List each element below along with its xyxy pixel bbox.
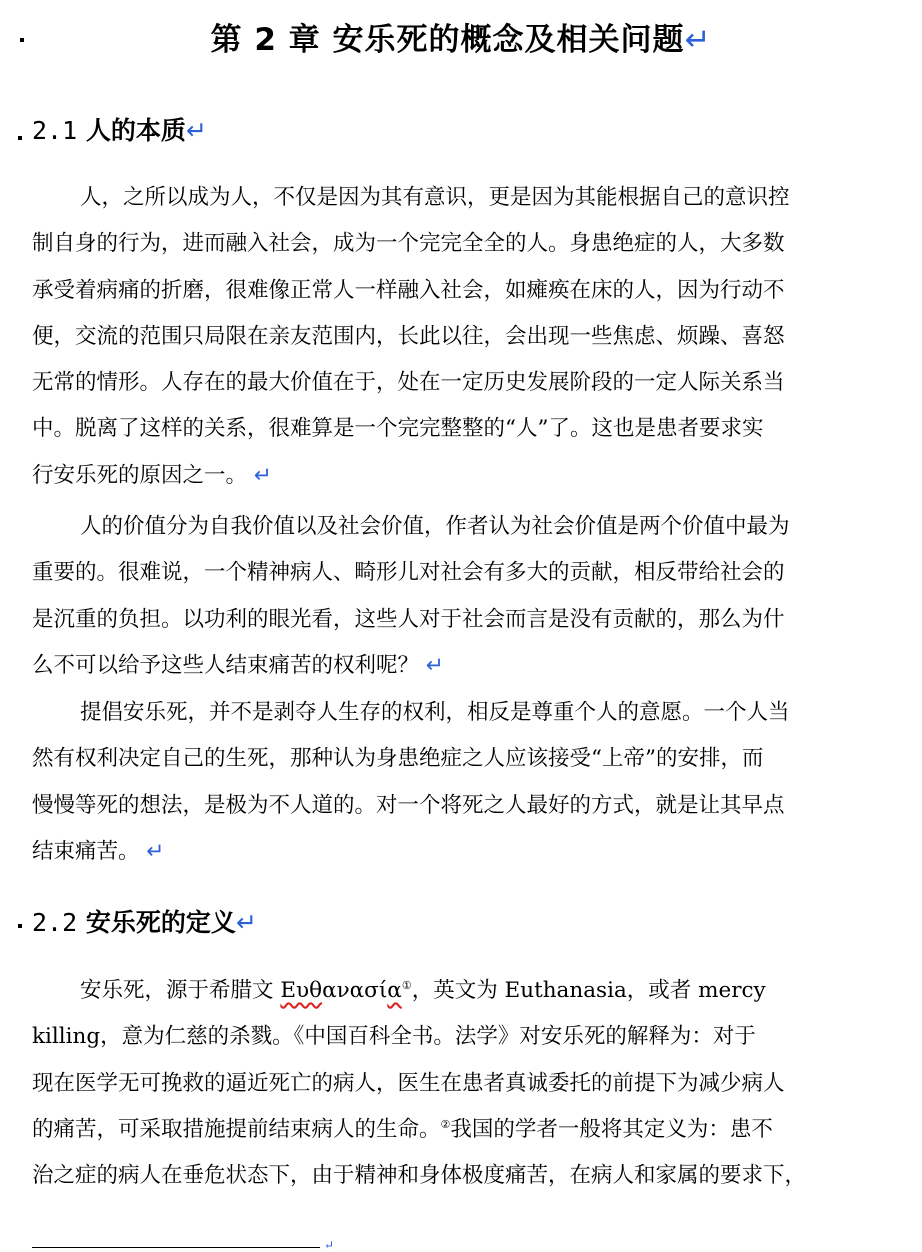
footnote-reference[interactable]: ① xyxy=(401,978,412,992)
greek-word-misspelled: Ευθ xyxy=(280,978,323,1003)
text-line xyxy=(32,453,868,499)
paragraph-return-icon: ↵ xyxy=(146,838,165,864)
chapter-title xyxy=(0,18,922,62)
footnote-separator xyxy=(32,1247,320,1248)
text-line: 人的价值分为自我价值以及社会价值，作者认为社会价值是两个价值中最为 xyxy=(80,514,790,539)
paragraph-return-icon: ↵ xyxy=(185,116,207,145)
text-line: 重要的。很难说，一个精神病人、畸形儿对社会有多大的贡献，相反带给社会的 xyxy=(32,560,785,586)
paragraph-return-icon: ↵ xyxy=(684,22,712,58)
body-paragraph-4 xyxy=(32,968,868,1199)
body-paragraph-2 xyxy=(32,504,868,689)
section-heading-2-1 xyxy=(32,114,207,148)
text-line xyxy=(32,829,868,875)
paragraph-return-icon: ↵ xyxy=(235,908,257,937)
section-title: 安乐死的定义 xyxy=(85,908,236,937)
body-paragraph-1 xyxy=(32,175,868,499)
text-line: 中。脱离了这样的关系，很难算是一个完完整整的“人”了。这也是患者要求实 xyxy=(32,416,764,442)
greek-word: ανασί xyxy=(322,978,388,1003)
text-line: 承受着病痛的折磨，很难像正常人一样融入社会，如瘫痪在床的人，因为行动不 xyxy=(32,277,785,303)
body-paragraph-3 xyxy=(32,690,868,875)
footnote-reference[interactable]: ② xyxy=(440,1117,451,1131)
text-line-content: 安乐死，源于希腊文 xyxy=(80,978,281,1003)
text-line-content: 我国的学者一般将其定义为：患不 xyxy=(450,1116,773,1142)
text-line: 是沉重的负担。以功利的眼光看，这些人对于社会而言是没有贡献的，那么为什 xyxy=(32,606,785,632)
text-line: 然有权利决定自己的生死，那种认为身患绝症之人应该接受“上帝”的安排，而 xyxy=(32,746,764,772)
section-number: 2.2 xyxy=(32,908,78,937)
paragraph-return-icon: ↵ xyxy=(253,462,272,488)
text-line xyxy=(32,1107,868,1153)
text-line xyxy=(32,643,868,689)
text-line-content: 结束痛苦。 xyxy=(32,838,140,864)
section-title: 人的本质 xyxy=(85,116,186,145)
text-line-content: 行安乐死的原因之一。 xyxy=(32,462,248,488)
greek-word-misspelled: α xyxy=(387,978,402,1003)
text-line: 慢慢等死的想法，是极为不人道的。对一个将死之人最好的方式，就是让其早点 xyxy=(32,792,785,818)
paragraph-mark-bullet xyxy=(18,924,22,928)
text-line: killing，意为仁慈的杀戮。《中国百科全书。法学》对安乐死的解释为：对于 xyxy=(32,1024,756,1050)
text-line-content: 的痛苦，可采取措施提前结束病人的生命。 xyxy=(32,1116,441,1142)
chapter-title-text: 第 2 章 安乐死的概念及相关问题 xyxy=(210,22,685,58)
text-line: 无常的情形。人存在的最大价值在于，处在一定历史发展阶段的一定人际关系当 xyxy=(32,370,785,396)
text-line: 现在医学无可挽救的逼近死亡的病人，医生在患者真诚委托的前提下为减少病人 xyxy=(32,1070,785,1096)
text-line: 人，之所以成为人，不仅是因为其有意识，更是因为其能根据自己的意识控 xyxy=(80,185,790,210)
text-line: 便，交流的范围只局限在亲友范围内，长此以往，会出现一些焦虑、烦躁、喜怒 xyxy=(32,323,785,349)
paragraph-mark-bullet xyxy=(18,136,22,140)
section-heading-2-2 xyxy=(32,906,257,940)
text-line xyxy=(32,968,868,1014)
text-line: 提倡安乐死，并不是剥夺人生存的权利，相反是尊重个人的意愿。一个人当 xyxy=(80,700,790,725)
text-line-content: ，英文为 Euthanasia，或者 mercy xyxy=(411,978,766,1003)
text-line-content: 么不可以给予这些人结束痛苦的权利呢？ xyxy=(32,652,420,678)
section-number: 2.1 xyxy=(32,116,78,145)
paragraph-return-icon: ↵ xyxy=(425,652,444,678)
paragraph-return-icon: ↵ xyxy=(324,1238,335,1252)
text-line: 治之症的病人在垂危状态下，由于精神和身体极度痛苦，在病人和家属的要求下， xyxy=(32,1163,807,1189)
text-line: 制自身的行为，进而融入社会，成为一个完完全全的人。身患绝症的人，大多数 xyxy=(32,231,785,257)
